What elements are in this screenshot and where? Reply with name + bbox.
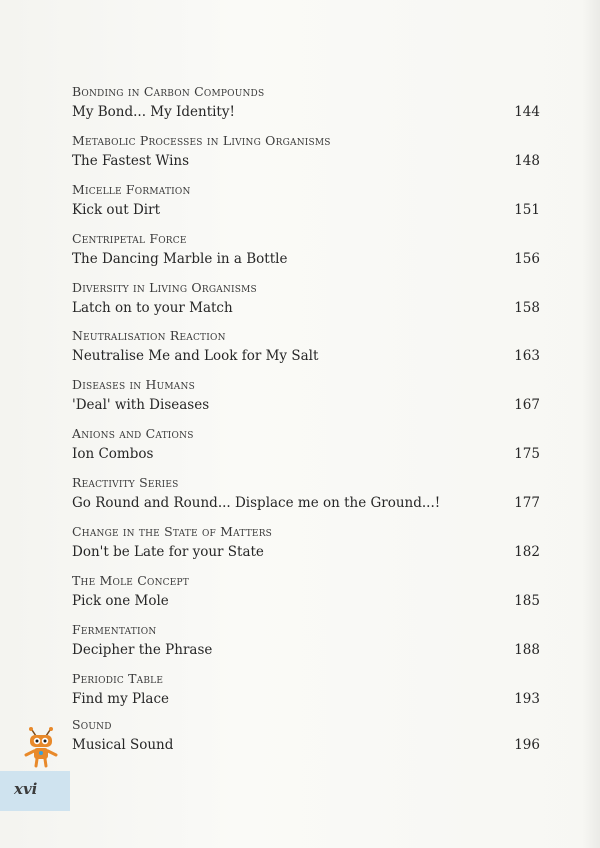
toc-entry [72, 622, 540, 671]
toc-entry [72, 280, 540, 329]
toc-entry [72, 426, 540, 475]
toc-page-number: 167 [514, 397, 540, 414]
toc-activity-title: Latch on to your Match [72, 299, 233, 316]
toc-page-number: 182 [514, 544, 540, 561]
toc-topic: Metabolic Processes in Living Organisms [72, 132, 331, 148]
toc-entry [72, 475, 540, 524]
page-edge-shadow [582, 0, 600, 848]
toc-page-number: 177 [514, 495, 540, 512]
toc-entry [72, 231, 540, 280]
toc-page-number: 185 [514, 592, 540, 609]
toc-activity-title: My Bond... My Identity! [72, 104, 235, 120]
toc-activity-title: The Fastest Wins [72, 152, 190, 169]
toc-topic: Diversity in Living Organisms [72, 279, 257, 295]
toc-entry [72, 573, 540, 622]
toc-activity-title: Neutralise Me and Look for My Salt [72, 348, 319, 365]
toc-page-number: 151 [514, 201, 540, 218]
toc-topic: Micelle Formation [72, 181, 191, 197]
toc-topic: Anions and Cations [72, 426, 194, 442]
toc-page-number: 175 [514, 446, 540, 463]
toc-topic: Reactivity Series [72, 475, 179, 491]
toc-topic: Neutralisation Reaction [72, 328, 226, 344]
toc-activity-title: Ion Combos [72, 446, 154, 463]
toc-page-number: 148 [514, 152, 540, 169]
toc-activity-title: Go Round and Round... Displace me on the Ground...! [72, 495, 441, 512]
toc-entry [72, 524, 540, 573]
toc-topic: Diseases in Humans [72, 377, 195, 393]
toc-topic: Centripetal Force [72, 230, 187, 246]
toc-topic: The Mole Concept [72, 572, 189, 588]
toc-activity-title: Decipher the Phrase [72, 641, 213, 658]
table-of-contents [72, 84, 540, 766]
toc-entry [72, 133, 540, 182]
robot-mascot-icon [22, 724, 60, 770]
toc-page-number: 156 [514, 250, 540, 267]
toc-page-number: 144 [514, 104, 540, 120]
toc-activity-title: Pick one Mole [72, 592, 169, 609]
toc-entry [72, 328, 540, 377]
toc-topic: Sound [72, 716, 112, 732]
toc-topic: Periodic Table [72, 670, 164, 686]
toc-activity-title: Find my Place [72, 690, 170, 707]
toc-topic: Fermentation [72, 621, 157, 637]
toc-topic: Change in the State of Matters [72, 524, 273, 540]
toc-topic: Bonding in Carbon Compounds [72, 84, 265, 99]
toc-page-number: 193 [514, 690, 540, 707]
toc-activity-title: Musical Sound [72, 736, 174, 753]
toc-entry [72, 182, 540, 231]
toc-entry [72, 717, 540, 766]
toc-entry [72, 377, 540, 426]
page-folio: xvi [14, 780, 38, 798]
toc-page-number: 163 [514, 348, 540, 365]
toc-entry [72, 84, 540, 133]
toc-entry [72, 671, 540, 717]
toc-activity-title: The Dancing Marble in a Bottle [72, 250, 288, 267]
toc-activity-title: Don't be Late for your State [72, 544, 264, 561]
toc-page-number: 158 [514, 299, 540, 316]
toc-page-number: 188 [514, 641, 540, 658]
toc-activity-title: 'Deal' with Diseases [72, 397, 210, 414]
toc-activity-title: Kick out Dirt [72, 201, 160, 218]
toc-page-number: 196 [514, 736, 540, 753]
